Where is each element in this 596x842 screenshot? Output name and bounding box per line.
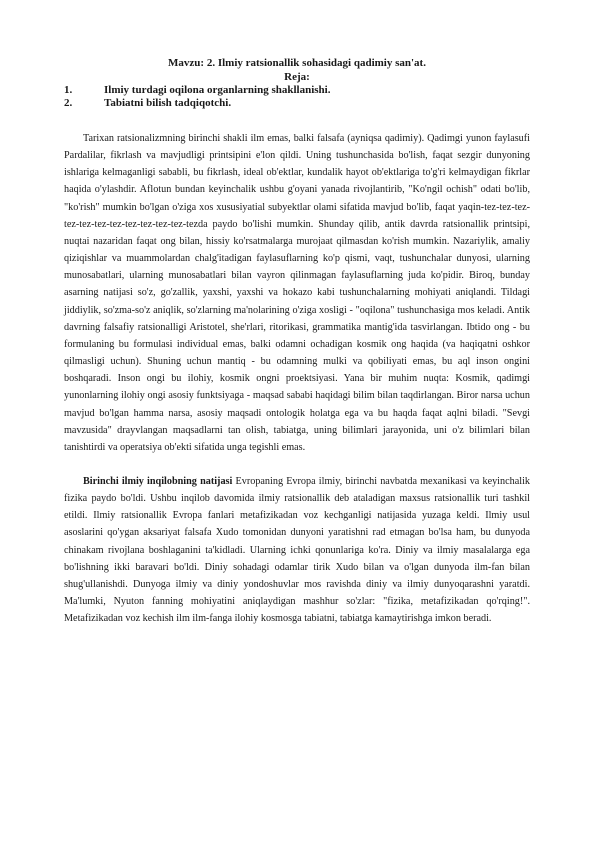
paragraph-lead: Birinchi ilmiy inqilobning natijasi <box>83 475 233 487</box>
plan-outline <box>64 84 530 110</box>
outline-number: 2. <box>64 97 73 109</box>
outline-item <box>64 97 530 110</box>
outline-number: 1. <box>64 84 73 96</box>
paragraph-text: Tarixan ratsionalizmning birinchi shakli ilm emas, balki falsafa (ayniqsa qadimiy). Qadimgi yunon faylasufi Pardalilar, fikrlash va mavjudligi printsipini e'lon qildi. Uning tushunchasida bo'lish, faqat sezgir dunyoning ishlariga kelmaganligi sababli, bu fikrlash, ideal ob'ektlar, kundalik hayot ob'ektlariga to'g'ri kelmaydigan fikrlar haqida o'ylashdir. Aflotun bundan keyinchalik ushbu g'oyani yanada rivojlantirib, "Ko'ngil ochish" odati bo'lib, "ko'rish" mumkin bo'lgan o'ziga xos xususiyatial subyektlar olami sifatida mavjud bo'lib, faqat yaqin-tez-tez-tez-tez-tez-tez-tez-tez-tez-tez-tez-tezda paydo bo'lishi mumkin. Shunday qilib, antik davrda ratsionallik printsipi, nuqtai nazaridan faqat ong bilan, hissiy ko'rsatmalarga murojaat qilmasdan ko'rish mumkin. Nazariylik, amaliy qiziqishlar va muammolardan chalg'itadigan faylasuflarning ko'p qismi, vaqt, tushunchalar dunyosi, ularning munosabatlari, ularning munosabatlari bilan vayron qilinmagan faylasuflarning juda ko'pidir. Biroq, bunday asarning natijasi so'z, go'zallik, yaxshi, yaxshi va hokazo kabi tushunchalarning mohiyati aniqlandi. Tildagi jiddiylik, so'zma-so'z aniqlik, so'zlarning ma'nolarining o'ziga xosligi - "oqilona" tushunchasiga mos keladi. Antik davrning falsafiy ratsionalligi Aristotel, she'rlari, ritorikasi, grammatika mantig'ida tasvirlangan. Ibtido ong - bu formulaning bu formulasi individual emas, balki odamni ochadigan kosmik ong haqida (va haqiqatni oshkor qilmasligi uchun). Shuning uchun mantiq - bu odamning mulki va qobiliyati emas, bu aql inson ongini boshqaradi. Inson ongi bu ilohiy, kosmik ongni proektsiyasi. Yana bir muhim nuqta: Kosmik, qadimgi yunonlarning ilohiy ongi asosiy funktsiyaga - maqsad sababi haqidagi bilim bilan taqdirlangan. Biror narsa uchun mavjud bo'lgan hamma narsa, asosiy maqsadi ontologik holatga ega va bu haqda faqat aqlni biladi. "Sevgi mavzusida" drayvlangan maqsadlarni tan olish, tabiatga, uning bilimlari jarayonida, uni o'z bilimlari bilan tanishtirdi va operatsiya ob'ekti sifatida unga tegishli emas. <box>64 133 530 453</box>
document-page <box>64 56 530 627</box>
body-paragraph <box>64 130 530 456</box>
document-title: Mavzu: 2. Ilmiy ratsionallik sohasidagi qadimiy san'at. <box>168 57 426 69</box>
outline-text: Ilmiy turdagi oqilona organlarning shakllanishi. <box>104 84 331 96</box>
outline-text: Tabiatni bilish tadqiqotchi. <box>104 97 232 109</box>
outline-item <box>64 84 530 97</box>
paragraph-text: Evropaning Evropa ilmiy, birinchi navbatda mexanikasi va keyinchalik fizika paydo bo'ldi. Ushbu inqilob davomida ilmiy ratsionallik deb ataladigan maxsus ratsionallik turi tashkil etildi. Ilmiy ratsionallik Evropa fanlari metafizikadan voz kechganligi natijasida yuzaga keldi. Ilmiy usul asoslarini qo'ygan aksariyat falsafa Xudo tomonidan dunyoni yaratishni rad etmagan bo'lsa ham, bu dunyoda chinakam rivojlana boshlaganini ta'kidladi. Ularning ichki qonunlariga ko'ra. Diniy va ilmiy masalalarga ega bo'lishning ikki baravari bo'ldi. Diniy sohadagi odamlar tirik Xudo bilan va o'lgan dunyoda ilm-fan bilan shug'ullanishdi. Dunyoga ilmiy va diniy yondoshuvlar mos ravishda diniy va ilmiy dunyoqarashni yaratdi. Ma'lumki, Nyuton fanning mohiyatini aniqlaydigan mashhur so'zlar: "fizika, metafizikadan qo'rqing!". Metafizikadan voz kechish ilm ilm-fanga ilohiy kosmosga tabiatni, tabiatga kamaytirishga imkon beradi. <box>64 475 530 625</box>
body-paragraph <box>64 473 530 627</box>
plan-label: Reja: <box>284 71 310 83</box>
